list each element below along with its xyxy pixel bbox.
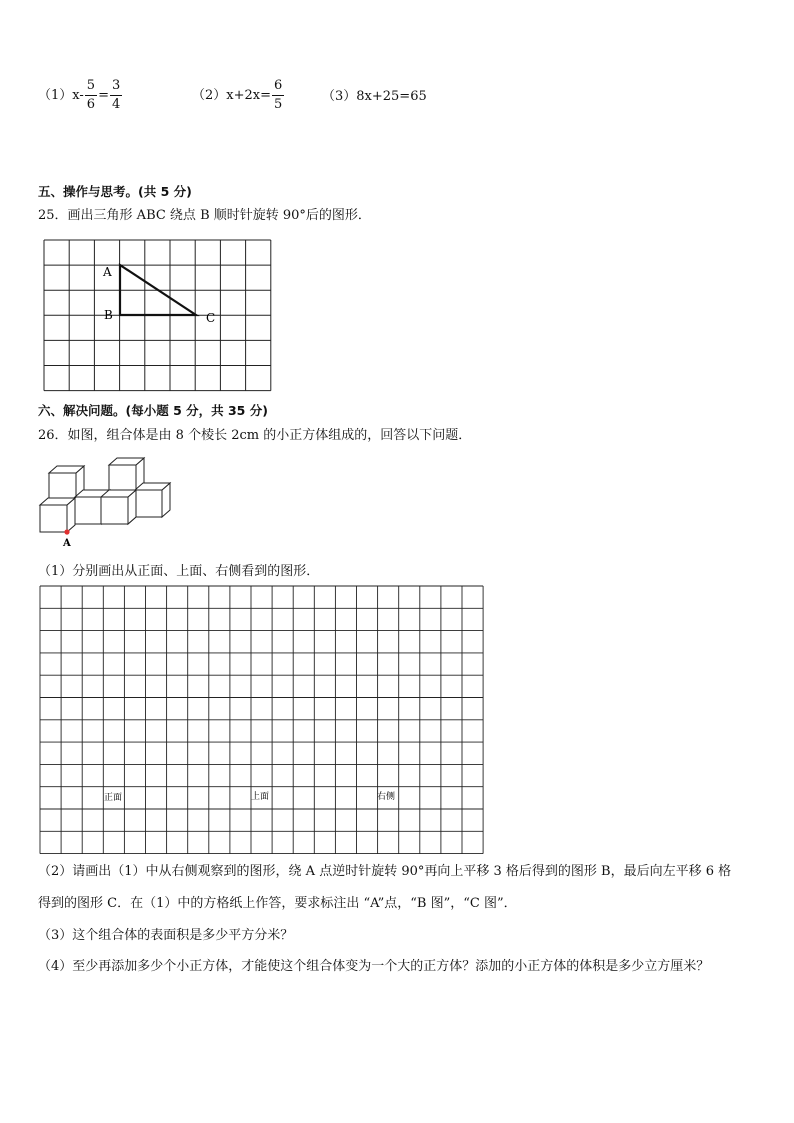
small-cube [101,490,136,524]
fraction-numerator: 3 [110,78,122,96]
question-26-part-1: （1）分别画出从正面、上面、右侧看到的图形． [38,564,320,579]
question-26-part-3: （3）这个组合体的表面积是多少平方分米？ [38,928,294,943]
question-26-part-2-line-1: （2）请画出（1）中从右侧观察到的图形，绕 A 点逆时针旋转 90°再向上平移 3 格后得到的图形 B，最后向左平移 6 格 [38,864,732,879]
question-26-part-2-line-2: 得到的图形 C．在（1）中的方格纸上作答，要求标注出 “A”点，“B 图”，“C 图”． [38,896,517,911]
cube-point-label: A [63,538,71,549]
equation-3: （3）8x+25=65 [322,89,427,104]
grid-label-top: 上面 [251,792,270,802]
question-26: 26．如图，组合体是由 8 个棱长 2cm 的小正方体组成的，回答以下问题． [38,428,472,443]
grid-label-front: 正面 [104,793,123,803]
point-label-c: C [206,311,216,325]
equals-sign: = [98,87,109,103]
question-26-part-4: （4）至少再添加多少个小正方体，才能使这个组合体变为一个大的正方体？添加的小正方体的体积是多少立方厘米？ [38,959,710,974]
fraction-denominator: 5 [274,97,283,112]
equation-1-label: （1）x- [38,87,84,103]
fraction-denominator: 6 [86,97,96,112]
point-label-a: A [103,265,112,279]
fraction-numerator: 6 [272,78,284,96]
point-label-b: B [104,308,113,322]
equation-2-label: （2）x+2x= [192,87,271,103]
answer-grid [40,586,483,854]
small-cube [135,483,170,517]
small-cube [40,498,75,532]
point-a-marker [64,529,69,534]
grid-label-right: 右侧 [377,792,396,802]
question-25: 25．画出三角形 ABC 绕点 B 顺时针旋转 90°后的图形． [38,208,371,223]
fraction-denominator: 4 [111,97,121,112]
fraction-numerator: 5 [85,78,97,96]
section-5-heading: 五、操作与思考。(共 5 分) [38,184,192,199]
cube-assembly [40,458,170,532]
section-6-heading: 六、解决问题。(每小题 5 分，共 35 分) [38,403,268,418]
